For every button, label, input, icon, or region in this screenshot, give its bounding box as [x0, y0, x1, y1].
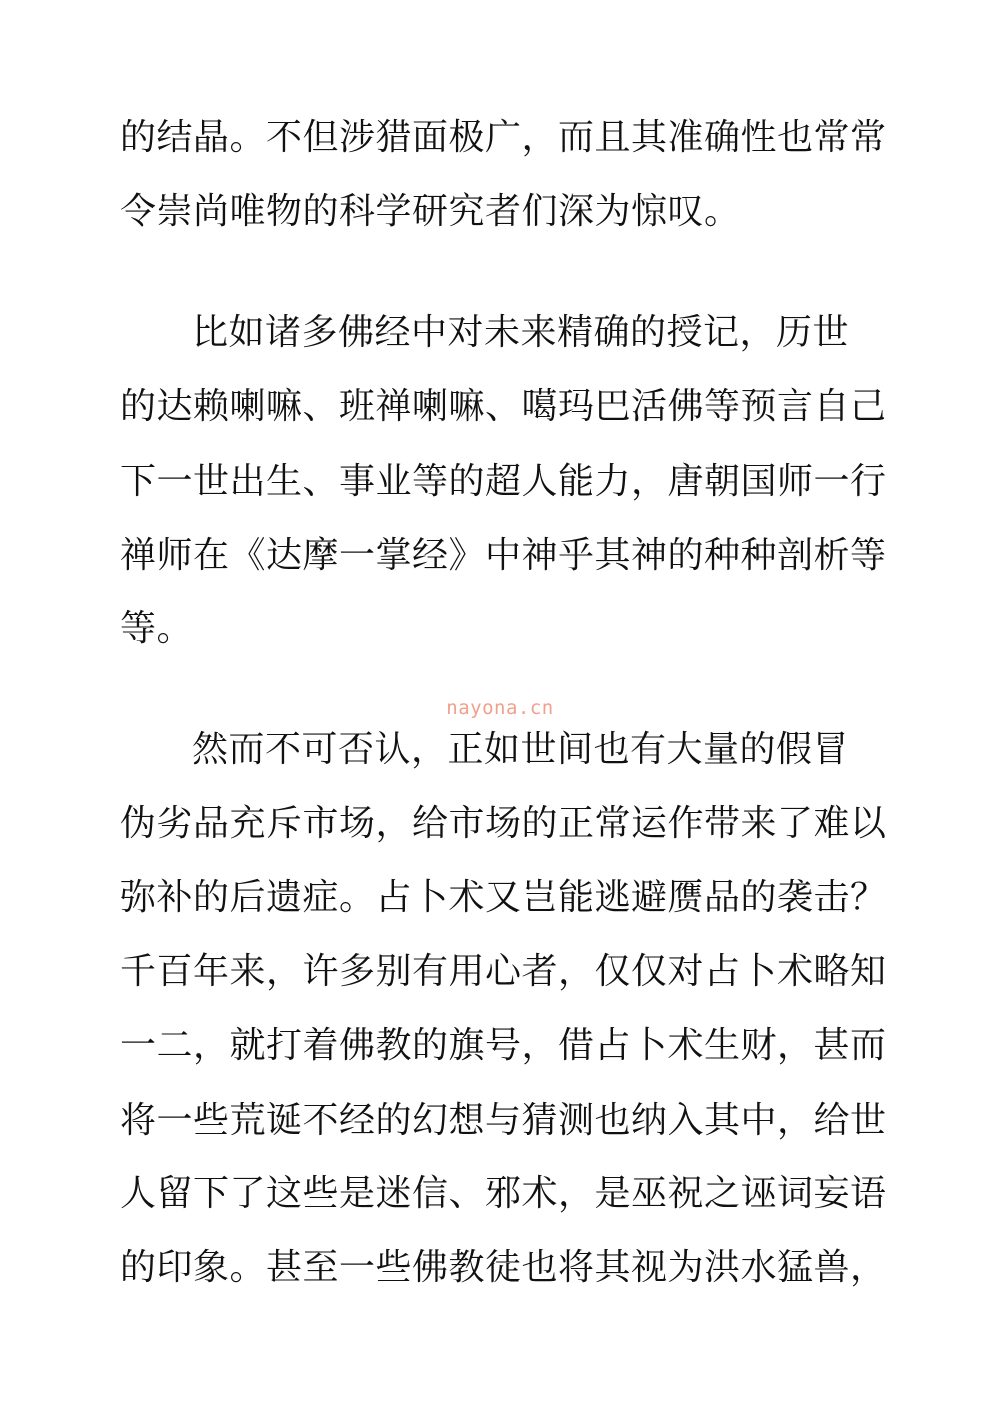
text-line: 一二，就打着佛教的旗号，借占卜术生财，甚而: [120, 1025, 887, 1066]
text-line: 的达赖喇嘛、班禅喇嘛、噶玛巴活佛等预言自己: [120, 386, 887, 427]
text-line: 将一些荒诞不经的幻想与猜测也纳入其中，给世: [120, 1100, 887, 1141]
text-line: 弥补的后遗症。占卜术又岂能逃避赝品的袭击？: [120, 877, 887, 918]
paragraph-first-line: 然而不可否认，正如世间也有大量的假冒: [192, 729, 850, 770]
text-line: 禅师在《达摩一掌经》中神乎其神的种种剖析等: [120, 535, 887, 576]
text-line: 等。: [120, 608, 194, 649]
text-line: 的印象。甚至一些佛教徒也将其视为洪水猛兽，: [120, 1247, 887, 1288]
text-line: 令崇尚唯物的科学研究者们深为惊叹。: [120, 191, 741, 232]
text-line: 下一世出生、事业等的超人能力，唐朝国师一行: [120, 461, 887, 502]
text-line: 的结晶。不但涉猎面极广，而且其准确性也常常: [120, 117, 887, 158]
text-line: 千百年来，许多别有用心者，仅仅对占卜术略知: [120, 951, 887, 992]
text-line: 人留下了这些是迷信、邪术，是巫祝之诬词妄语: [120, 1173, 887, 1214]
watermark: nayona.cn: [446, 697, 554, 719]
text-line: 伪劣品充斥市场，给市场的正常运作带来了难以: [120, 803, 887, 844]
paragraph-first-line: 比如诸多佛经中对未来精确的授记，历世: [192, 312, 850, 353]
